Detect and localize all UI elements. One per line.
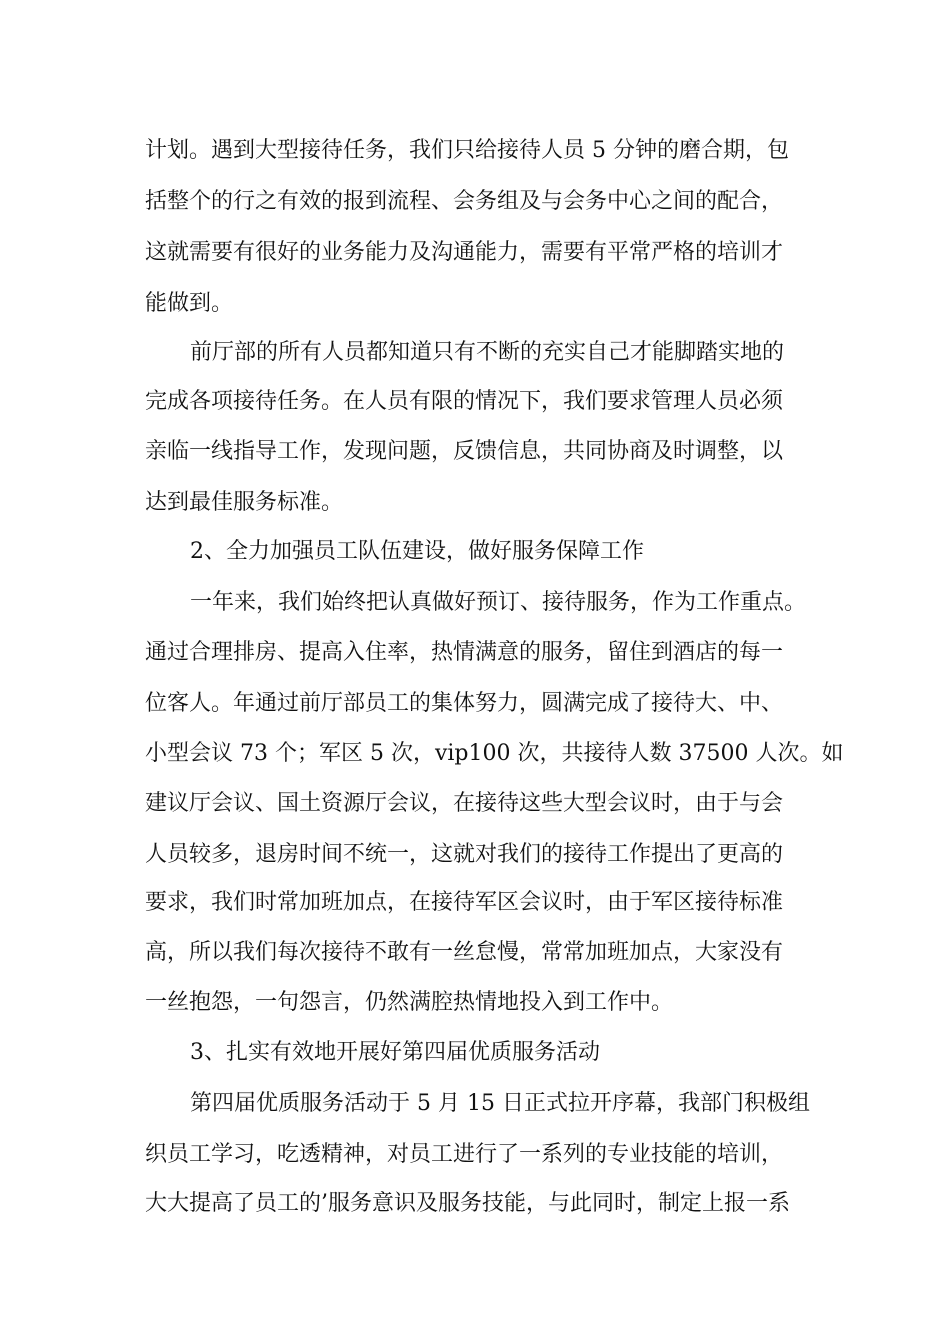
line-text: 亲临一线指导工作，发现问题，反馈信息，共同协商及时调整，以 — [145, 439, 784, 464]
text-line — [0, 1084, 950, 1124]
line-text: 前厅部的所有人员都知道只有不断的充实自己才能脚踏实地的 — [190, 340, 785, 365]
line-text: 要求，我们时常加班加点，在接待军区会议时，由于军区接待标准 — [145, 890, 784, 915]
text-line — [0, 483, 950, 523]
text-line — [0, 633, 950, 673]
section-heading — [0, 532, 950, 572]
text-line — [0, 131, 950, 171]
line-text: 达到最佳服务标准。 — [145, 490, 344, 515]
line-text: 位客人。年通过前厅部员工的集体努力，圆满完成了接待大、中、 — [145, 691, 784, 716]
heading-text: 3、扎实有效地开展好第四届优质服务活动 — [190, 1040, 600, 1065]
text-line — [0, 284, 950, 324]
line-text: 小型会议 73 个；军区 5 次，vip100 次，共接待人数 37500 人次。如 — [145, 741, 844, 766]
line-text: 一丝抱怨，一句怨言，仍然满腔热情地投入到工作中。 — [145, 990, 674, 1015]
text-line — [0, 835, 950, 875]
line-text: 织员工学习，吃透精神，对员工进行了一系列的专业技能的培训， — [145, 1142, 784, 1167]
line-text: 第四届优质服务活动于 5 月 15 日正式拉开序幕，我部门积极组 — [190, 1091, 810, 1116]
text-line — [0, 983, 950, 1023]
line-text: 人员较多，退房时间不统一，这就对我们的接待工作提出了更高的 — [145, 842, 784, 867]
line-text: 括整个的行之有效的报到流程、会务组及与会务中心之间的配合， — [145, 189, 784, 214]
text-line — [0, 883, 950, 923]
text-line — [0, 1135, 950, 1175]
line-text: 高，所以我们每次接待不敢有一丝怠慢，常常加班加点，大家没有 — [145, 940, 784, 965]
text-line — [0, 233, 950, 273]
text-line — [0, 333, 950, 373]
line-text: 这就需要有很好的业务能力及沟通能力，需要有平常严格的培训才 — [145, 240, 784, 265]
text-line — [0, 432, 950, 472]
line-text: 能做到。 — [145, 291, 234, 316]
line-text: 计划。遇到大型接待任务，我们只给接待人员 5 分钟的磨合期，包 — [145, 138, 789, 163]
line-text: 完成各项接待任务。在人员有限的情况下，我们要求管理人员必须 — [145, 389, 784, 414]
text-line — [0, 784, 950, 824]
line-text: 建议厅会议、国土资源厅会议，在接待这些大型会议时，由于与会 — [145, 791, 784, 816]
text-line — [0, 1184, 950, 1224]
text-line — [0, 684, 950, 724]
text-line — [0, 382, 950, 422]
text-line — [0, 583, 950, 623]
section-heading — [0, 1033, 950, 1073]
text-line — [0, 933, 950, 973]
line-text: 一年来，我们始终把认真做好预订、接待服务，作为工作重点。 — [190, 590, 807, 615]
text-line — [0, 734, 950, 774]
line-text: 大大提高了员工的’服务意识及服务技能，与此同时，制定上报一系 — [145, 1191, 790, 1216]
text-line — [0, 182, 950, 222]
line-text: 通过合理排房、提高入住率，热情满意的服务，留住到酒店的每一 — [145, 640, 784, 665]
heading-text: 2、全力加强员工队伍建设，做好服务保障工作 — [190, 539, 644, 564]
